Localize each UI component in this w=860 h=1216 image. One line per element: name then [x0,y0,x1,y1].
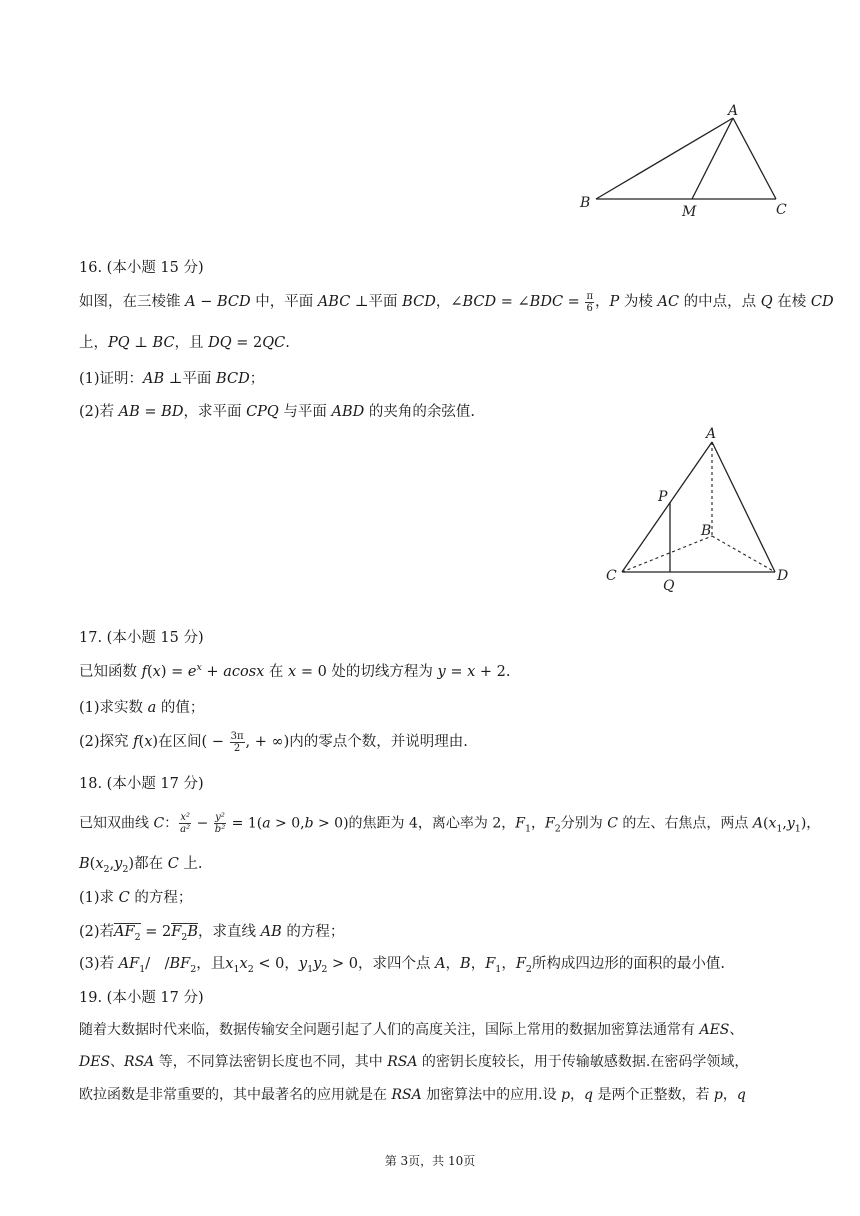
tetrahedron-figure [600,420,800,595]
q18-header: 18. (本小题 17 分) [79,776,204,792]
fraction-3pi-over-2: $\frac{3\pi}{2}$ [230,730,244,754]
vertex-label-d: D [777,568,789,584]
vertex-label-p: P [658,489,668,505]
vertex-label-a: A [706,426,717,442]
vertex-label-b: B [580,195,591,211]
fraction-y2-over-b2: $\frac{\text{y²}}{\text{b²}}$ [214,812,226,835]
triangle-abm-figure [570,100,800,225]
q19-line-1: 随着大数据时代来临，数据传输安全问题引起了人们的高度关注，国际上常用的数据加密算法通常有 AES、 [79,1022,744,1038]
q16-header: 16. (本小题 15 分) [79,260,204,276]
vertex-label-c: C [606,568,617,584]
q18-part-2: (2)若$AF_2 = 2F_2B$，求直线 AB 的方程； [79,924,345,943]
fraction-x2-over-a2: $\frac{\text{x²}}{\text{a²}}$ [180,812,191,835]
vector-af2: $AF_2$ [114,924,141,943]
vertex-label-b: B [701,523,712,539]
vertex-label-c: C [776,202,787,218]
q18-line-2: $B(x_2,y_2)$都在 C 上. [79,856,203,875]
q19-line-2: DES、RSA 等，不同算法密钥长度也不同，其中 RSA 的密钥长度较长，用于传输敏感数据.在密码学领域， [79,1054,749,1070]
vertex-label-a: A [728,103,739,119]
q18-part-1: (1)求 C 的方程； [79,890,193,906]
q17-line-1: 已知函数 $f(x) = e^x + acosx$ 在 x = 0 处的切线方程为 y = x + 2. [79,662,511,680]
q16-line-2: 上，PQ ⊥ BC，且 DQ = 2QC. [79,335,290,351]
q17-part-2: (2)探究 f(x)在区间( − $\frac{3\pi}{2}$ , + ∞)内的零点个数，并说明理由. [79,730,468,754]
q16-line-1: 如图，在三棱锥 A − BCD 中，平面 ABC ⊥平面 BCD，∠BCD = ∠BDC = $\frac{\pi}{6}$ ，P 为棱 AC 的中点，点 Q 在棱 CD [79,290,834,314]
q19-header: 19. (本小题 17 分) [79,990,204,1006]
q17-part-1: (1)求实数 a 的值； [79,700,205,716]
page-footer: 第 3页，共 10页 [384,1154,476,1168]
q16-part-1: (1)证明：AB ⊥平面 BCD； [79,371,265,387]
vertex-label-m: M [682,204,697,220]
vertex-label-q: Q [663,578,675,594]
q17-header: 17. (本小题 15 分) [79,630,204,646]
vector-f2b: $F_2B$ [171,924,198,943]
q19-line-3: 欧拉函数是非常重要的，其中最著名的应用就是在 RSA 加密算法中的应用.设 p，q 是两个正整数，若 p，q [79,1087,746,1103]
q18-part-3: (3)若 $AF_1/$ $/BF_2$，且$x_1x_2 < 0$，$y_1y_2 > 0$，求四个点 A，B，$F_1$，$F_2$所构成四边形的面积的最小值. [79,956,726,975]
fraction-pi-over-6: $\frac{\pi}{6}$ [586,290,594,314]
q16-part-2: (2)若 AB = BD，求平面 CPQ 与平面 ABD 的夹角的余弦值. [79,404,476,420]
q18-line-1: 已知双曲线 C： $\frac{\text{x²}}{\text{a²}}$ − $\frac{\text{y²}}{\text{b²}}$ = 1(a > 0,b > 0)的焦距为 4，离心率为 2，$F_1$，$F_2$分别为 C 的左、右焦点，两点 $A(x_1,y_1)$， [79,812,821,835]
